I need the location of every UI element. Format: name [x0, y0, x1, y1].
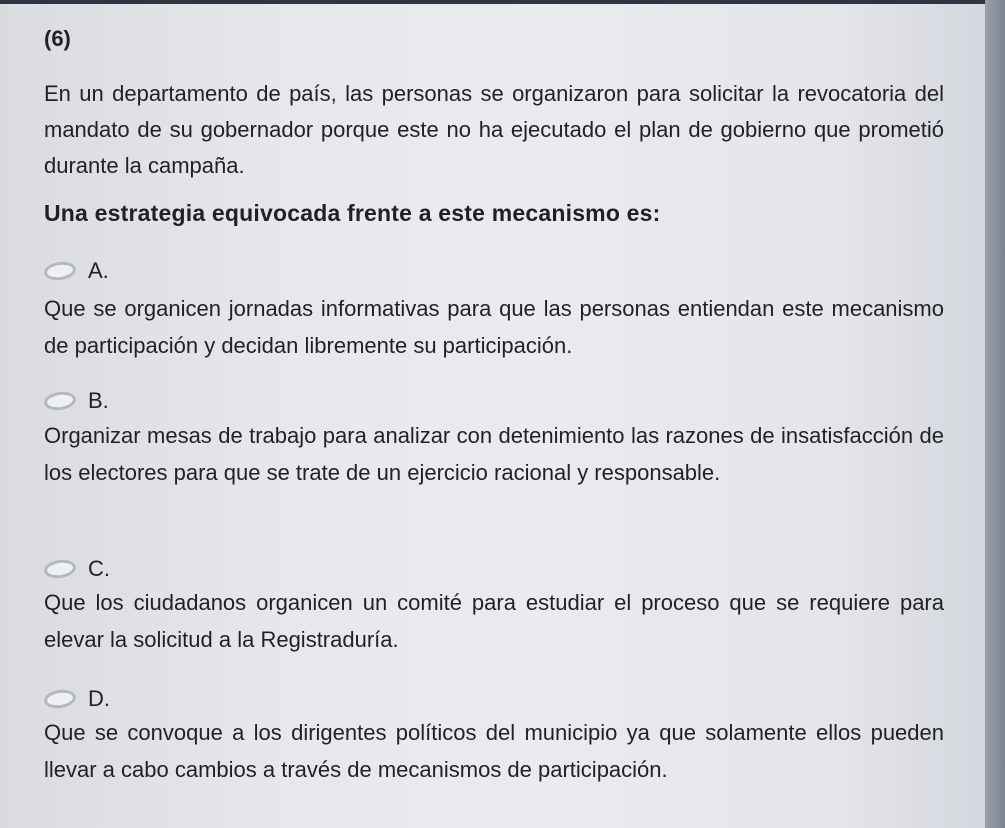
option-a-text: Que se organicen jornadas informativas para que las personas entiendan este mecanismo de participación y decidan libremente su participación.: [44, 296, 944, 358]
option-b-letter: B.: [88, 388, 109, 413]
option-c-selector[interactable]: [44, 556, 110, 582]
option-c-text: Que los ciudadanos organicen un comité para estudiar el proceso que se requiere para elevar la solicitud a la Registraduría.: [44, 590, 944, 652]
question-stem: En un departamento de país, las personas se organizaron para solicitar la revocatoria del mandato de su gobernador porque este no ha ejecutado el plan de gobierno que prometió durante la campaña.: [44, 81, 944, 178]
option-a-selector[interactable]: [44, 258, 109, 284]
option-d-selector[interactable]: [44, 686, 110, 712]
option-b-selector[interactable]: [44, 388, 109, 414]
question-prompt: Una estrategia equivocada frente a este mecanismo es:: [44, 200, 661, 226]
option-c-letter: C.: [88, 556, 110, 581]
radio-circle-icon[interactable]: [43, 688, 77, 710]
question-card: [0, 4, 985, 828]
question-number: (6): [44, 26, 71, 51]
radio-circle-icon[interactable]: [43, 558, 77, 580]
radio-circle-icon[interactable]: [43, 390, 77, 412]
option-b-text: Organizar mesas de trabajo para analizar con detenimiento las razones de insatisfacción de los electores para que se trate de un ejercicio racional y responsable.: [44, 423, 944, 485]
page-right-edge: [985, 0, 1005, 828]
option-d-letter: D.: [88, 686, 110, 711]
radio-circle-icon[interactable]: [43, 260, 77, 282]
option-a-letter: A.: [88, 258, 109, 283]
option-d-text: Que se convoque a los dirigentes políticos del municipio ya que solamente ellos pueden llevar a cabo cambios a través de mecanismos de participación.: [44, 720, 944, 782]
